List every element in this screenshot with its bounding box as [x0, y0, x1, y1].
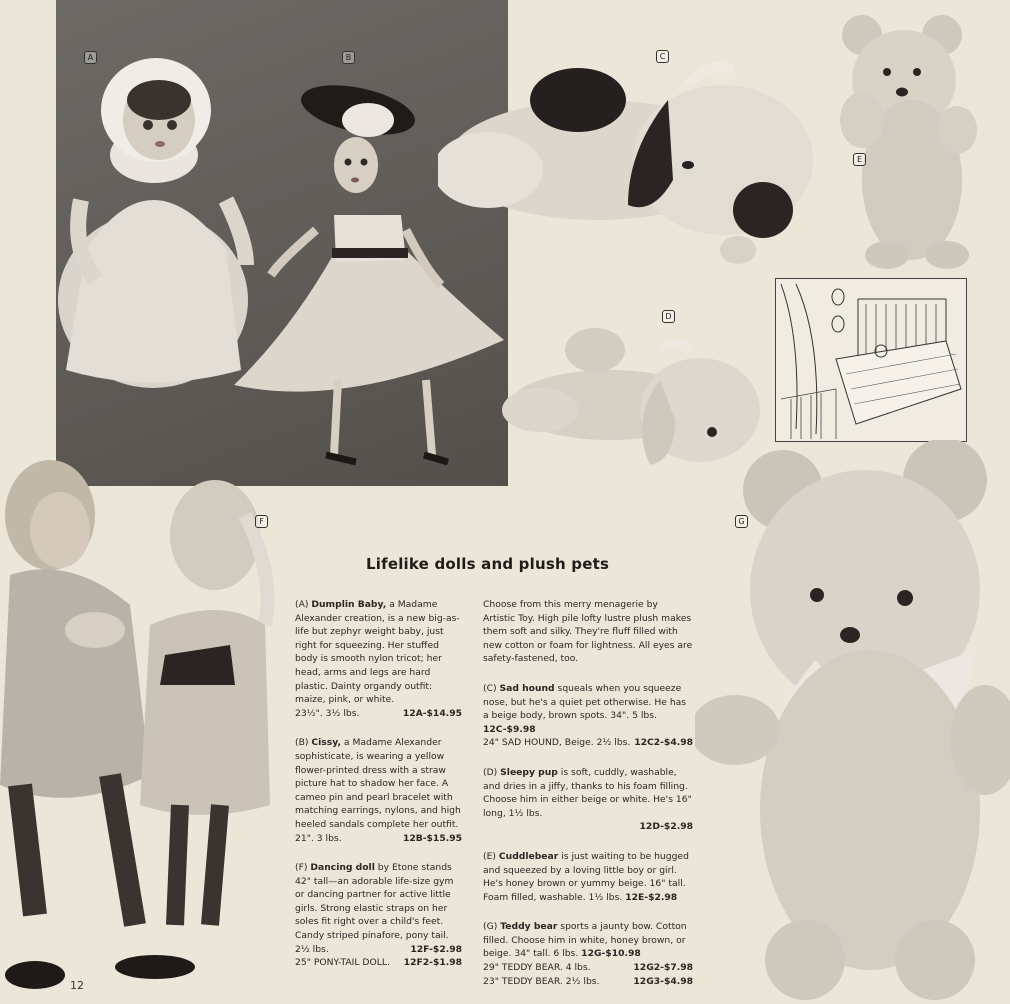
- dancing-doll-photo: [0, 455, 285, 1000]
- item-g2-price-line: [483, 961, 693, 975]
- label-c: C: [656, 50, 669, 63]
- dumplin-baby-doll: [58, 58, 248, 388]
- item-f-price: 12F-$2.98: [410, 943, 462, 955]
- item-f2-price-line: [295, 956, 462, 970]
- item-a-price: 12A-$14.95: [402, 707, 462, 719]
- item-a-size: 23½". 3½ lbs.: [295, 707, 360, 719]
- bedroom-illustration: [775, 278, 967, 442]
- item-f2-size: 25" PONY-TAIL DOLL.: [295, 957, 390, 969]
- item-d-prefix: (D): [483, 766, 501, 778]
- item-f-size: 2½ lbs.: [295, 943, 329, 955]
- menagerie-intro: Choose from this merry menagerie by Artistic Toy. High pile lofty lustre plush makes them soft and silky. They're fluff filled with new cotton or foam for lightness. All eyes are safety-fastened, too.: [483, 599, 693, 665]
- item-f2-price: 12F2-$1.98: [403, 957, 462, 969]
- label-a: A: [84, 51, 97, 64]
- item-e-prefix: (E): [483, 850, 499, 862]
- item-f-prefix: (F): [295, 862, 311, 874]
- item-g3-size: 23" TEDDY BEAR. 2½ lbs.: [483, 975, 600, 987]
- item-e-description: [483, 850, 693, 904]
- item-c2-price-line: [483, 736, 693, 750]
- item-a-body: a Madame Alexander creation, is a new big-as-life but zephyr weight baby, just right for squeezing. Her stuffed body is smooth nylon tricot; her head, arms and legs are hard plastic. Dainty organdy outfit: maize, pink, or white.: [295, 599, 460, 706]
- item-a-prefix: (A): [295, 599, 312, 610]
- item-f-description: [295, 861, 462, 970]
- item-g-description: [483, 920, 693, 988]
- item-a-description: [295, 598, 462, 720]
- item-c-price: 12C-$9.98: [483, 723, 536, 735]
- item-e-name: Cuddlebear: [498, 850, 559, 862]
- item-b-name: Cissy,: [311, 737, 341, 749]
- item-d-name: Sleepy pup: [500, 766, 558, 778]
- label-f: F: [255, 515, 268, 528]
- item-e-body: is just waiting to be hugged and squeezed by a loving little boy or girl. He's honey brown or yummy beige. 16" tall. Foam filled, washable. 1½ lbs.: [483, 850, 689, 903]
- page-title: Lifelike dolls and plush pets: [366, 555, 610, 573]
- item-g2-size: 29" TEDDY BEAR. 4 lbs.: [483, 962, 591, 974]
- item-a-price-line: [295, 707, 462, 721]
- item-b-body: a Madame Alexander sophisticate, is wearing a yellow flower-printed dress with a straw picture hat to shadow her face. A cameo pin and pearl bracelet with matching earrings, nylons, and high heeled sandals complete her outfit.: [295, 737, 461, 830]
- item-c2-size: 24" SAD HOUND, Beige. 2½ lbs.: [483, 737, 631, 749]
- item-b-price: 12B-$15.95: [402, 832, 462, 844]
- item-g3-price: 12G3-$4.98: [633, 975, 693, 987]
- item-d-description: [483, 766, 693, 834]
- item-a-name: Dumplin Baby,: [311, 599, 387, 610]
- item-g-prefix: (G): [483, 921, 501, 933]
- item-d-price: 12D-$2.98: [639, 821, 693, 833]
- item-b-size: 21". 3 lbs.: [295, 832, 342, 844]
- item-d-price-line: [483, 820, 693, 834]
- label-g: G: [735, 515, 748, 528]
- item-e-price: 12E-$2.98: [625, 891, 678, 903]
- description-column-1: [295, 598, 462, 986]
- item-g2-price: 12G2-$7.98: [633, 962, 693, 974]
- item-c-prefix: (C): [483, 682, 500, 694]
- item-g3-price-line: [483, 975, 693, 989]
- description-column-2: [483, 598, 693, 1004]
- label-b: B: [342, 51, 355, 64]
- item-c-name: Sad hound: [499, 682, 555, 694]
- item-g-body: sports a jaunty bow. Cotton filled. Choose him in white, honey brown, or beige. 34" tall. 6 lbs.: [483, 921, 687, 960]
- item-b-prefix: (B): [295, 737, 312, 749]
- page-number: 12: [70, 979, 84, 992]
- item-f-name: Dancing doll: [310, 862, 375, 874]
- sad-hound-photo: [438, 40, 828, 270]
- label-d: D: [662, 310, 675, 323]
- item-d-body: is soft, cuddly, washable, and dries in a jiffy, thanks to his foam filling. Choose him in either beige or white. He's 16" long, 1½ lbs.: [483, 766, 692, 819]
- label-e: E: [853, 153, 866, 166]
- cuddlebear-photo: [832, 10, 982, 275]
- item-c2-price: 12C2-$4.98: [634, 737, 693, 749]
- item-b-price-line: [295, 832, 462, 846]
- item-f-price-line: [295, 943, 462, 957]
- item-c-body: squeals when you squeeze nose, but he's a quiet pet otherwise. He has a beige body, brown spots. 34". 5 lbs.: [483, 682, 687, 722]
- item-g-name: Teddy bear: [500, 921, 558, 933]
- item-c-description: [483, 682, 693, 750]
- item-g-price: 12G-$10.98: [581, 948, 641, 960]
- item-f-body: by Etone stands 42" tall—an adorable life-size gym or dancing partner for active little girls. Strong elastic straps on her soles fit right over a child's feet. Candy striped pinafore, pony tail.: [295, 862, 454, 942]
- item-b-description: [295, 736, 462, 845]
